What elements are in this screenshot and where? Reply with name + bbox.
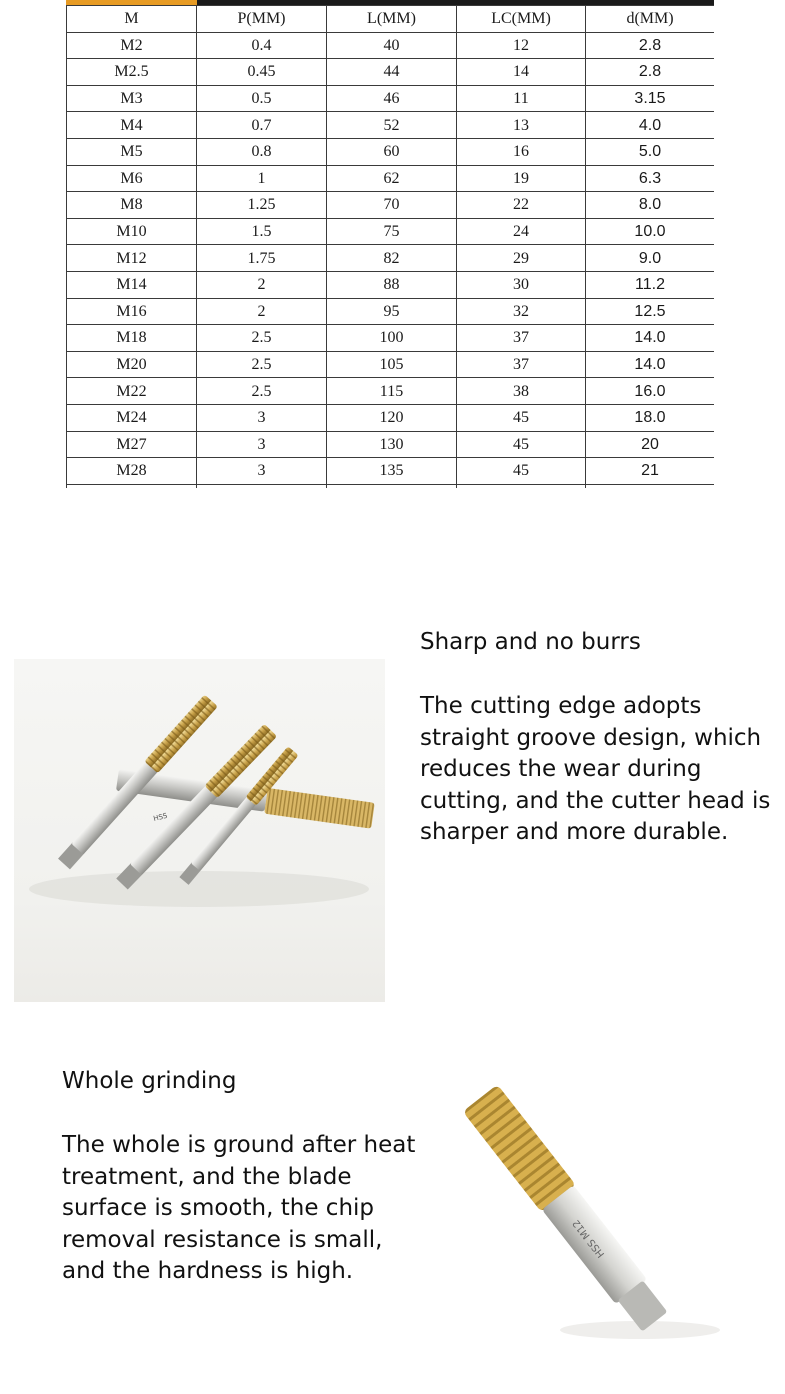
cell-thread-length: 38 bbox=[457, 378, 586, 405]
cell-partial bbox=[457, 484, 586, 488]
cell-length: 100 bbox=[327, 325, 457, 352]
cell-size: M22 bbox=[67, 378, 197, 405]
cell-diameter: 5.0 bbox=[586, 138, 715, 165]
cell-size: M2.5 bbox=[67, 59, 197, 86]
cell-thread-length: 37 bbox=[457, 325, 586, 352]
cell-size: M6 bbox=[67, 165, 197, 192]
cell-diameter: 14.0 bbox=[586, 351, 715, 378]
cell-thread-length: 13 bbox=[457, 112, 586, 139]
cell-length: 130 bbox=[327, 431, 457, 458]
cell-length: 115 bbox=[327, 378, 457, 405]
cell-size: M8 bbox=[67, 192, 197, 219]
tap-marking-2: HSS M12 bbox=[570, 1217, 608, 1260]
cell-thread-length: 30 bbox=[457, 271, 586, 298]
table-row bbox=[67, 85, 715, 112]
cell-thread-length: 19 bbox=[457, 165, 586, 192]
table-row bbox=[67, 404, 715, 431]
table-row bbox=[67, 138, 715, 165]
table-row bbox=[67, 351, 715, 378]
table-row bbox=[67, 192, 715, 219]
cell-size: M12 bbox=[67, 245, 197, 272]
cell-size: M28 bbox=[67, 458, 197, 485]
cell-partial bbox=[197, 484, 327, 488]
cell-diameter: 4.0 bbox=[586, 112, 715, 139]
cell-pitch: 0.8 bbox=[197, 138, 327, 165]
cell-size: M4 bbox=[67, 112, 197, 139]
cell-pitch: 2.5 bbox=[197, 325, 327, 352]
cell-length: 44 bbox=[327, 59, 457, 86]
header-m: M bbox=[67, 6, 197, 33]
cell-length: 75 bbox=[327, 218, 457, 245]
cell-thread-length: 24 bbox=[457, 218, 586, 245]
spec-table bbox=[66, 5, 714, 488]
feature-2-body: The whole is ground after heat treatment, and the blade surface is smooth, the chip removal resistance is small, and the hardness is high. bbox=[62, 1132, 416, 1284]
cell-diameter: 6.3 bbox=[586, 165, 715, 192]
cell-size: M3 bbox=[67, 85, 197, 112]
cell-length: 60 bbox=[327, 138, 457, 165]
table-row bbox=[67, 458, 715, 485]
header-diameter: d(MM) bbox=[586, 6, 715, 33]
table-body bbox=[67, 32, 715, 488]
cell-size: M14 bbox=[67, 271, 197, 298]
cell-thread-length: 22 bbox=[457, 192, 586, 219]
cell-pitch: 3 bbox=[197, 458, 327, 485]
cell-pitch: 2.5 bbox=[197, 351, 327, 378]
cell-diameter: 14.0 bbox=[586, 325, 715, 352]
single-tap-photo bbox=[430, 1080, 760, 1380]
cell-pitch: 1.5 bbox=[197, 218, 327, 245]
cell-diameter: 16.0 bbox=[586, 378, 715, 405]
cell-thread-length: 16 bbox=[457, 138, 586, 165]
table-row bbox=[67, 325, 715, 352]
cell-length: 62 bbox=[327, 165, 457, 192]
cell-pitch: 3 bbox=[197, 404, 327, 431]
cell-diameter: 10.0 bbox=[586, 218, 715, 245]
cell-length: 46 bbox=[327, 85, 457, 112]
table-row bbox=[67, 165, 715, 192]
cell-length: 95 bbox=[327, 298, 457, 325]
cell-partial bbox=[586, 484, 715, 488]
table-row bbox=[67, 271, 715, 298]
cell-pitch: 3 bbox=[197, 431, 327, 458]
cell-diameter: 18.0 bbox=[586, 404, 715, 431]
cell-thread-length: 29 bbox=[457, 245, 586, 272]
cell-length: 52 bbox=[327, 112, 457, 139]
cell-thread-length: 45 bbox=[457, 404, 586, 431]
tap-marking: HSS bbox=[152, 811, 169, 823]
cell-thread-length: 45 bbox=[457, 458, 586, 485]
cell-diameter: 8.0 bbox=[586, 192, 715, 219]
three-taps-photo-icon bbox=[14, 659, 385, 1002]
cell-length: 82 bbox=[327, 245, 457, 272]
cell-partial bbox=[67, 484, 197, 488]
cell-size: M27 bbox=[67, 431, 197, 458]
cell-diameter: 20 bbox=[586, 431, 715, 458]
three-taps-photo bbox=[14, 659, 385, 1002]
table-row bbox=[67, 298, 715, 325]
cell-size: M20 bbox=[67, 351, 197, 378]
cell-pitch: 0.45 bbox=[197, 59, 327, 86]
cell-pitch: 1 bbox=[197, 165, 327, 192]
cell-size: M18 bbox=[67, 325, 197, 352]
cell-thread-length: 11 bbox=[457, 85, 586, 112]
cell-diameter: 21 bbox=[586, 458, 715, 485]
cell-diameter: 12.5 bbox=[586, 298, 715, 325]
cell-thread-length: 45 bbox=[457, 431, 586, 458]
cell-length: 40 bbox=[327, 32, 457, 59]
feature-1-title: Sharp and no burrs bbox=[420, 629, 641, 655]
cell-diameter: 2.8 bbox=[586, 59, 715, 86]
header-thread-length: LC(MM) bbox=[457, 6, 586, 33]
cell-length: 105 bbox=[327, 351, 457, 378]
cell-pitch: 2 bbox=[197, 298, 327, 325]
cell-length: 70 bbox=[327, 192, 457, 219]
cell-size: M24 bbox=[67, 404, 197, 431]
cell-pitch: 0.4 bbox=[197, 32, 327, 59]
header-length: L(MM) bbox=[327, 6, 457, 33]
cell-diameter: 11.2 bbox=[586, 271, 715, 298]
cell-thread-length: 14 bbox=[457, 59, 586, 86]
cell-pitch: 1.75 bbox=[197, 245, 327, 272]
table-row bbox=[67, 378, 715, 405]
table-row bbox=[67, 59, 715, 86]
cell-length: 135 bbox=[327, 458, 457, 485]
cell-diameter: 2.8 bbox=[586, 32, 715, 59]
header-pitch: P(MM) bbox=[197, 6, 327, 33]
table-row bbox=[67, 218, 715, 245]
single-tap-photo-icon bbox=[430, 1080, 760, 1380]
cell-diameter: 3.15 bbox=[586, 85, 715, 112]
cell-size: M16 bbox=[67, 298, 197, 325]
table-row bbox=[67, 245, 715, 272]
cell-thread-length: 37 bbox=[457, 351, 586, 378]
cell-length: 88 bbox=[327, 271, 457, 298]
cell-pitch: 2.5 bbox=[197, 378, 327, 405]
cell-pitch: 0.5 bbox=[197, 85, 327, 112]
feature-2-title: Whole grinding bbox=[62, 1068, 237, 1094]
cell-partial bbox=[327, 484, 457, 488]
table-row bbox=[67, 32, 715, 59]
cell-pitch: 2 bbox=[197, 271, 327, 298]
cell-size: M2 bbox=[67, 32, 197, 59]
cell-size: M10 bbox=[67, 218, 197, 245]
table-header-row bbox=[67, 6, 715, 33]
cell-pitch: 1.25 bbox=[197, 192, 327, 219]
table-row bbox=[67, 431, 715, 458]
cell-diameter: 9.0 bbox=[586, 245, 715, 272]
cell-thread-length: 32 bbox=[457, 298, 586, 325]
table-row bbox=[67, 112, 715, 139]
table-row-partial bbox=[67, 484, 715, 488]
feature-1-body: The cutting edge adopts straight groove design, which reduces the wear during cutting, and the cutter head is sharper and more durable. bbox=[420, 693, 771, 845]
cell-thread-length: 12 bbox=[457, 32, 586, 59]
cell-size: M5 bbox=[67, 138, 197, 165]
cell-pitch: 0.7 bbox=[197, 112, 327, 139]
spec-table-section bbox=[66, 0, 714, 488]
cell-length: 120 bbox=[327, 404, 457, 431]
